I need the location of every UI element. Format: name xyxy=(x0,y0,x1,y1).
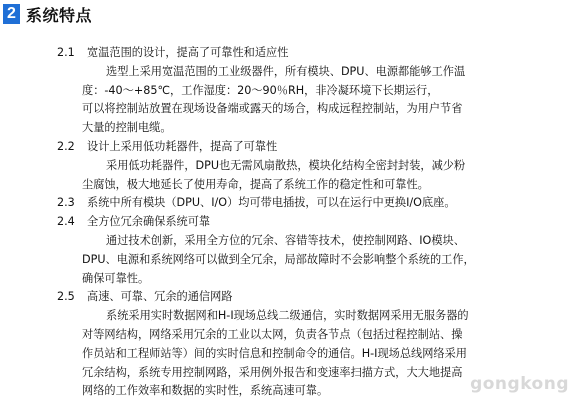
section-number: 2.3 xyxy=(57,196,75,210)
section-title-row xyxy=(0,194,583,213)
section-title: 设计上采用低功耗器件，提高了可靠性 xyxy=(87,139,278,153)
heading-number-badge: 2 xyxy=(3,4,20,24)
section-title-row xyxy=(0,213,583,232)
paragraph-line xyxy=(0,119,583,138)
section-title: 全方位冗余确保系统可靠 xyxy=(87,215,211,229)
section-number: 2.4 xyxy=(57,215,75,229)
section-number: 2.5 xyxy=(57,290,75,304)
paragraph-line xyxy=(0,232,583,251)
section-title: 系统中所有模块（DPU、I/O）均可带电插拔，可以在运行中更换I/O底座。 xyxy=(87,196,456,210)
section-title-row xyxy=(0,44,583,63)
paragraph-text: 大量的控制电缆。 xyxy=(82,121,172,135)
paragraph-text: 冗余结构，系统专用控制网路，采用例外报告和变速率扫描方式，大大地提高 xyxy=(82,365,463,379)
paragraph-text: 尘腐蚀，极大地延长了使用寿命，提高了系统工作的稳定性和可靠性。 xyxy=(82,177,429,191)
section-title-row xyxy=(0,288,583,307)
paragraph-line xyxy=(0,270,583,289)
section-title: 高速、可靠、冗余的通信网路 xyxy=(87,290,233,304)
paragraph-text: 通过技术创新，采用全方位的冗余、容错等技术，使控制网路、IO模块、 xyxy=(106,233,465,247)
paragraph-text: 度：-40～+85℃，工作湿度：20～90％RH，非冷凝环境下长期运行， xyxy=(82,83,439,97)
paragraph-text: 选型上采用宽温范围的工业级器件，所有模块、DPU、电源都能够工作温 xyxy=(106,64,466,78)
paragraph-line xyxy=(0,176,583,195)
section-title: 宽温范围的设计，提高了可靠性和适应性 xyxy=(87,46,289,59)
paragraph-line xyxy=(0,63,583,82)
paragraph-text: 确保可靠性。 xyxy=(82,271,150,285)
document-body xyxy=(0,44,583,401)
paragraph-text: 采用低功耗器件，DPU也无需风扇散热，模块化结构全密封封装，减少粉 xyxy=(106,158,466,172)
paragraph-line xyxy=(0,157,583,176)
section-heading xyxy=(3,3,92,25)
paragraph-text: DPU、电源和系统网络可以做到全冗余，局部故障时不会影响整个系统的工作， xyxy=(82,252,475,266)
paragraph-line xyxy=(0,251,583,270)
paragraph-text: 系统采用实时数据网和H-I现场总线二级通信，实时数据网采用无服务器的 xyxy=(106,309,469,323)
paragraph-line xyxy=(0,345,583,364)
paragraph-text: 对等网结构，网络采用冗余的工业以太网，负责各节点（包括过程控制站、操 xyxy=(82,327,463,341)
section-number: 2.2 xyxy=(57,139,75,153)
paragraph-line xyxy=(0,307,583,326)
section-title-row xyxy=(0,138,583,157)
paragraph-text: 可以将控制站放置在现场设备端或露天的场合，构成远程控制站，为用户节省 xyxy=(82,102,463,116)
paragraph-line xyxy=(0,100,583,119)
paragraph-line xyxy=(0,82,583,101)
watermark-logo: gongkong xyxy=(470,374,569,394)
paragraph-text: 网络的工作效率和数据的实时性，系统高速可靠。 xyxy=(82,384,329,398)
paragraph-line xyxy=(0,326,583,345)
paragraph-text: 作员站和工程师站等）间的实时信息和控制命令的通信。H-I现场总线网络采用 xyxy=(82,346,467,360)
section-number: 2.1 xyxy=(57,46,75,59)
heading-title: 系统特点 xyxy=(26,5,93,25)
